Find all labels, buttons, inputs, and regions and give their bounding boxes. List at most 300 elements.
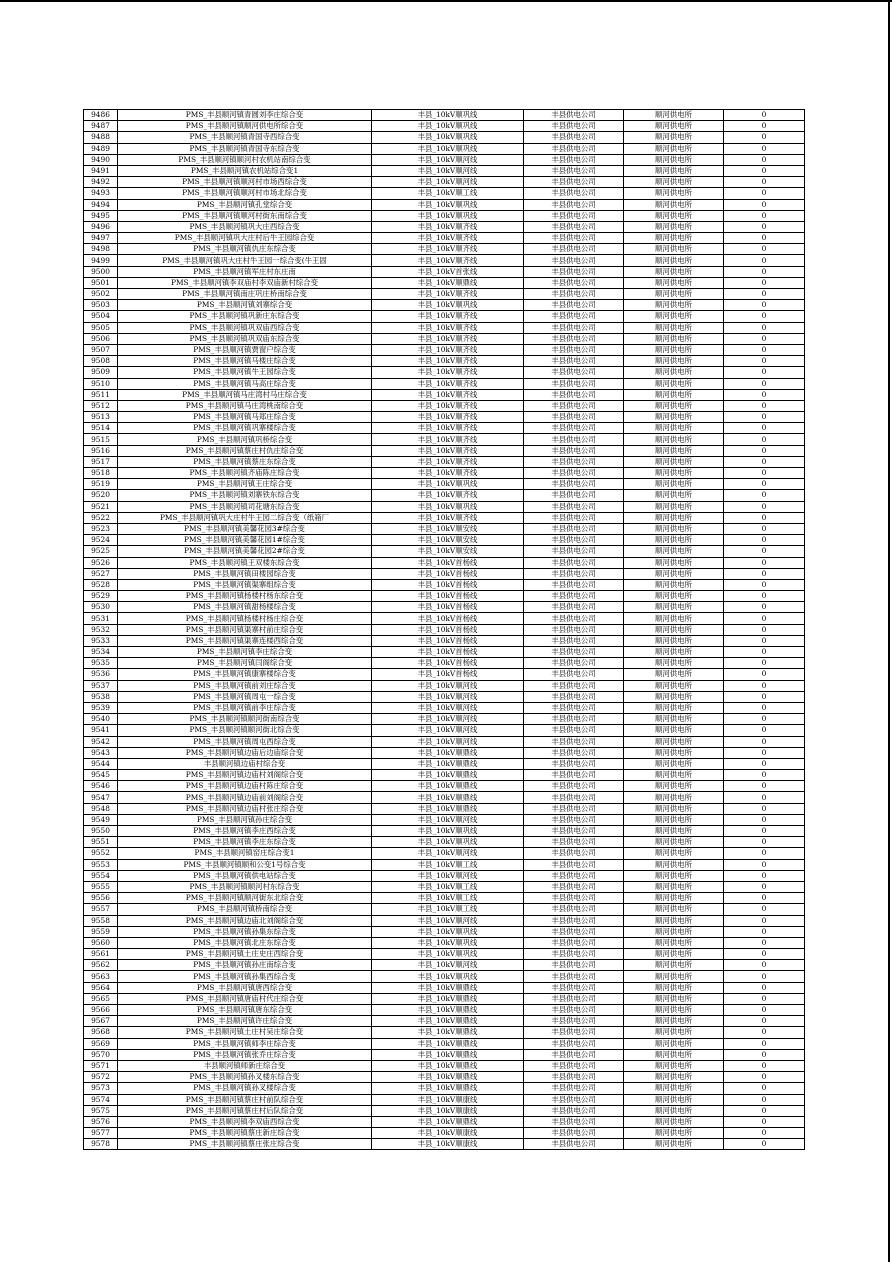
- transformer-name-cell: PMS_丰县顺河镇杨楼村杨东综合变: [118, 591, 372, 602]
- transformer-name-cell: PMS_丰县顺河镇孙叉楼综合变: [118, 1083, 372, 1094]
- station-cell: 顺河供电所: [624, 177, 724, 188]
- station-cell: 顺河供电所: [624, 210, 724, 221]
- station-cell: 顺河供电所: [624, 837, 724, 848]
- transformer-name-cell: PMS_丰县顺河镇顺河村市场北综合变: [118, 188, 372, 199]
- row-number-cell: 9565: [84, 993, 118, 1004]
- feeder-line-cell: 丰县_10kV顺工线: [372, 859, 524, 870]
- company-cell: 丰县供电公司: [524, 367, 624, 378]
- feeder-line-cell: 丰县_10kV顺齐线: [372, 244, 524, 255]
- transformer-name-cell: PMS_丰县顺河镇周屯一综合变: [118, 691, 372, 702]
- station-cell: 顺河供电所: [624, 512, 724, 523]
- value-cell: 0: [724, 311, 805, 322]
- transformer-name-cell: PMS_丰县顺河镇顺河街东北综合变: [118, 893, 372, 904]
- feeder-line-cell: 丰县_10kV首杨线: [372, 613, 524, 624]
- station-cell: 顺河供电所: [624, 1005, 724, 1016]
- row-number-cell: 9571: [84, 1060, 118, 1071]
- company-cell: 丰县供电公司: [524, 993, 624, 1004]
- row-number-cell: 9488: [84, 132, 118, 143]
- transformer-name-cell: PMS_丰县顺河镇蔡庄东综合变: [118, 456, 372, 467]
- company-cell: 丰县供电公司: [524, 568, 624, 579]
- feeder-line-cell: 丰县_10kV顺康线: [372, 1094, 524, 1105]
- transformer-name-cell: PMS_丰县顺河镇窑庄综合变1: [118, 848, 372, 859]
- feeder-line-cell: 丰县_10kV顺河线: [372, 960, 524, 971]
- company-cell: 丰县供电公司: [524, 121, 624, 132]
- value-cell: 0: [724, 859, 805, 870]
- feeder-line-cell: 丰县_10kV顺安线: [372, 546, 524, 557]
- company-cell: 丰县供电公司: [524, 602, 624, 613]
- table-row: [84, 1139, 805, 1150]
- station-cell: 顺河供电所: [624, 300, 724, 311]
- feeder-line-cell: 丰县_10kV顺齐线: [372, 378, 524, 389]
- company-cell: 丰县供电公司: [524, 468, 624, 479]
- transformer-name-cell: PMS_丰县顺河镇李庄综合变: [118, 647, 372, 658]
- table-row: [84, 110, 805, 121]
- value-cell: 0: [724, 613, 805, 624]
- feeder-line-cell: 丰县_10kV顺工线: [372, 893, 524, 904]
- row-number-cell: 9532: [84, 624, 118, 635]
- row-number-cell: 9578: [84, 1139, 118, 1150]
- row-number-cell: 9522: [84, 512, 118, 523]
- station-cell: 顺河供电所: [624, 725, 724, 736]
- value-cell: 0: [724, 210, 805, 221]
- company-cell: 丰县供电公司: [524, 1016, 624, 1027]
- feeder-line-cell: 丰县_10kV顺河线: [372, 725, 524, 736]
- feeder-line-cell: 丰县_10kV顺齐线: [372, 434, 524, 445]
- table-row: [84, 758, 805, 769]
- company-cell: 丰县供电公司: [524, 770, 624, 781]
- transformer-name-cell: PMS_丰县顺河镇南庄巩庄桥南综合变: [118, 289, 372, 300]
- transformer-name-cell: PMS_丰县顺河镇唐西综合变: [118, 982, 372, 993]
- transformer-name-cell: PMS_丰县顺河镇青国寺东综合变: [118, 143, 372, 154]
- value-cell: 0: [724, 837, 805, 848]
- station-cell: 顺河供电所: [624, 602, 724, 613]
- value-cell: 0: [724, 434, 805, 445]
- value-cell: 0: [724, 993, 805, 1004]
- transformer-name-cell: PMS_丰县顺河镇贾窗户综合变: [118, 344, 372, 355]
- feeder-line-cell: 丰县_10kV顺齐线: [372, 311, 524, 322]
- feeder-line-cell: 丰县_10kV顺鼎线: [372, 1027, 524, 1038]
- station-cell: 顺河供电所: [624, 344, 724, 355]
- company-cell: 丰县供电公司: [524, 926, 624, 937]
- row-number-cell: 9559: [84, 926, 118, 937]
- table-row: [84, 199, 805, 210]
- transformer-name-cell: PMS_丰县顺河镇军庄村东庄南: [118, 266, 372, 277]
- transformer-name-cell: PMS_丰县顺河镇边庙北刘阁综合变: [118, 915, 372, 926]
- table-row: [84, 177, 805, 188]
- row-number-cell: 9546: [84, 781, 118, 792]
- station-cell: 顺河供电所: [624, 389, 724, 400]
- feeder-line-cell: 丰县_10kV顺河线: [372, 714, 524, 725]
- feeder-line-cell: 丰县_10kV顺康线: [372, 1128, 524, 1139]
- station-cell: 顺河供电所: [624, 870, 724, 881]
- table-row: [84, 837, 805, 848]
- company-cell: 丰县供电公司: [524, 300, 624, 311]
- company-cell: 丰县供电公司: [524, 1094, 624, 1105]
- feeder-line-cell: 丰县_10kV顺齐线: [372, 255, 524, 266]
- station-cell: 顺河供电所: [624, 244, 724, 255]
- station-cell: 顺河供电所: [624, 255, 724, 266]
- company-cell: 丰县供电公司: [524, 613, 624, 624]
- transformer-name-cell: PMS_丰县顺河镇李庄东综合变: [118, 837, 372, 848]
- company-cell: 丰县供电公司: [524, 859, 624, 870]
- row-number-cell: 9554: [84, 870, 118, 881]
- table-row: [84, 1094, 805, 1105]
- feeder-line-cell: 丰县_10kV首杨线: [372, 658, 524, 669]
- company-cell: 丰县供电公司: [524, 691, 624, 702]
- transformer-name-cell: PMS_丰县顺河镇顺河供电所综合变: [118, 121, 372, 132]
- feeder-line-cell: 丰县_10kV顺鼎线: [372, 993, 524, 1004]
- row-number-cell: 9525: [84, 546, 118, 557]
- station-cell: 顺河供电所: [624, 501, 724, 512]
- company-cell: 丰县供电公司: [524, 445, 624, 456]
- transformer-name-cell: PMS_丰县顺河镇蔡庄新庄综合变: [118, 1128, 372, 1139]
- station-cell: 顺河供电所: [624, 110, 724, 121]
- row-number-cell: 9486: [84, 110, 118, 121]
- company-cell: 丰县供电公司: [524, 702, 624, 713]
- transformer-name-cell: PMS_丰县顺河镇渠寨组综合变: [118, 579, 372, 590]
- table-row: [84, 613, 805, 624]
- feeder-line-cell: 丰县_10kV顺巩线: [372, 199, 524, 210]
- company-cell: 丰县供电公司: [524, 277, 624, 288]
- table-row: [84, 389, 805, 400]
- station-cell: 顺河供电所: [624, 367, 724, 378]
- row-number-cell: 9523: [84, 523, 118, 534]
- row-number-cell: 9515: [84, 434, 118, 445]
- value-cell: 0: [724, 490, 805, 501]
- company-cell: 丰县供电公司: [524, 1083, 624, 1094]
- value-cell: 0: [724, 680, 805, 691]
- transformer-name-cell: PMS_丰县顺河镇青圆刘李庄综合变: [118, 110, 372, 121]
- station-cell: 顺河供电所: [624, 1027, 724, 1038]
- company-cell: 丰县供电公司: [524, 658, 624, 669]
- company-cell: 丰县供电公司: [524, 378, 624, 389]
- table-row: [84, 512, 805, 523]
- table-row: [84, 1105, 805, 1116]
- value-cell: 0: [724, 714, 805, 725]
- station-cell: 顺河供电所: [624, 881, 724, 892]
- company-cell: 丰县供电公司: [524, 512, 624, 523]
- feeder-line-cell: 丰县_10kV顺巩线: [372, 121, 524, 132]
- value-cell: 0: [724, 1128, 805, 1139]
- row-number-cell: 9573: [84, 1083, 118, 1094]
- transformer-name-cell: PMS_丰县顺河镇周屯西综合变: [118, 736, 372, 747]
- value-cell: 0: [724, 1060, 805, 1071]
- value-cell: 0: [724, 937, 805, 948]
- value-cell: 0: [724, 456, 805, 467]
- feeder-line-cell: 丰县_10kV顺齐线: [372, 221, 524, 232]
- row-number-cell: 9507: [84, 344, 118, 355]
- station-cell: 顺河供电所: [624, 322, 724, 333]
- company-cell: 丰县供电公司: [524, 1139, 624, 1150]
- company-cell: 丰县供电公司: [524, 244, 624, 255]
- station-cell: 顺河供电所: [624, 221, 724, 232]
- row-number-cell: 9543: [84, 747, 118, 758]
- company-cell: 丰县供电公司: [524, 177, 624, 188]
- value-cell: 0: [724, 154, 805, 165]
- feeder-line-cell: 丰县_10kV顺齐线: [372, 412, 524, 423]
- value-cell: 0: [724, 412, 805, 423]
- transformer-name-cell: PMS_丰县顺河镇巩大庄西综合变: [118, 221, 372, 232]
- feeder-line-cell: 丰县_10kV顺鼎线: [372, 1016, 524, 1027]
- station-cell: 顺河供电所: [624, 624, 724, 635]
- value-cell: 0: [724, 121, 805, 132]
- company-cell: 丰县供电公司: [524, 221, 624, 232]
- transformer-name-cell: PMS_丰县顺河镇蔡庄村前队综合变: [118, 1094, 372, 1105]
- feeder-line-cell: 丰县_10kV顺鼎线: [372, 792, 524, 803]
- row-number-cell: 9533: [84, 635, 118, 646]
- transformer-name-cell: PMS_丰县顺河镇边庙村陈庄综合变: [118, 781, 372, 792]
- station-cell: 顺河供电所: [624, 993, 724, 1004]
- value-cell: 0: [724, 949, 805, 960]
- transformer-name-cell: PMS_丰县顺河镇供电站综合变: [118, 870, 372, 881]
- value-cell: 0: [724, 792, 805, 803]
- table-row: [84, 456, 805, 467]
- station-cell: 顺河供电所: [624, 233, 724, 244]
- row-number-cell: 9569: [84, 1038, 118, 1049]
- table-row: [84, 546, 805, 557]
- table-row: [84, 289, 805, 300]
- company-cell: 丰县供电公司: [524, 680, 624, 691]
- value-cell: 0: [724, 266, 805, 277]
- company-cell: 丰县供电公司: [524, 356, 624, 367]
- row-number-cell: 9535: [84, 658, 118, 669]
- transformer-name-cell: PMS_丰县顺河镇顺河街南综合变: [118, 714, 372, 725]
- value-cell: 0: [724, 747, 805, 758]
- row-number-cell: 9501: [84, 277, 118, 288]
- feeder-line-cell: 丰县_10kV顺鼎线: [372, 758, 524, 769]
- transformer-name-cell: PMS_丰县顺河镇司花塘东综合变: [118, 501, 372, 512]
- row-number-cell: 9529: [84, 591, 118, 602]
- transformer-name-cell: 丰县顺河镇师新庄综合变: [118, 1060, 372, 1071]
- company-cell: 丰县供电公司: [524, 501, 624, 512]
- value-cell: 0: [724, 523, 805, 534]
- company-cell: 丰县供电公司: [524, 1060, 624, 1071]
- table-row: [84, 233, 805, 244]
- feeder-line-cell: 丰县_10kV顺齐线: [372, 400, 524, 411]
- company-cell: 丰县供电公司: [524, 747, 624, 758]
- transformer-name-cell: PMS_丰县顺河镇边庙村张庄综合变: [118, 803, 372, 814]
- feeder-line-cell: 丰县_10kV顺鼎线: [372, 770, 524, 781]
- station-cell: 顺河供电所: [624, 311, 724, 322]
- station-cell: 顺河供电所: [624, 1049, 724, 1060]
- transformer-name-cell: PMS_丰县顺河镇孙集西综合变: [118, 971, 372, 982]
- feeder-line-cell: 丰县_10kV顺齐线: [372, 490, 524, 501]
- feeder-line-cell: 丰县_10kV顺齐线: [372, 423, 524, 434]
- transformer-name-cell: PMS_丰县顺河镇巩大庄村牛王园一综合变(牛王固: [118, 255, 372, 266]
- row-number-cell: 9537: [84, 680, 118, 691]
- company-cell: 丰县供电公司: [524, 1049, 624, 1060]
- station-cell: 顺河供电所: [624, 658, 724, 669]
- value-cell: 0: [724, 647, 805, 658]
- transformer-name-cell: PMS_丰县顺河镇农机站综合变1: [118, 165, 372, 176]
- table-row: [84, 870, 805, 881]
- company-cell: 丰县供电公司: [524, 635, 624, 646]
- top-border-line: [0, 0, 892, 2]
- transformer-name-cell: PMS_丰县顺河镇土庄村吴庄综合变: [118, 1027, 372, 1038]
- value-cell: 0: [724, 736, 805, 747]
- table-row: [84, 658, 805, 669]
- table-row: [84, 904, 805, 915]
- feeder-line-cell: 丰县_10kV顺康线: [372, 1105, 524, 1116]
- transformer-name-cell: PMS_丰县顺河镇顺河村农机站南综合变: [118, 154, 372, 165]
- value-cell: 0: [724, 423, 805, 434]
- row-number-cell: 9527: [84, 568, 118, 579]
- value-cell: 0: [724, 356, 805, 367]
- row-number-cell: 9518: [84, 468, 118, 479]
- value-cell: 0: [724, 177, 805, 188]
- transformer-name-cell: PMS_丰县顺河镇康寨楼综合变: [118, 669, 372, 680]
- value-cell: 0: [724, 691, 805, 702]
- feeder-line-cell: 丰县_10kV顺巩线: [372, 826, 524, 837]
- value-cell: 0: [724, 400, 805, 411]
- value-cell: 0: [724, 725, 805, 736]
- row-number-cell: 9567: [84, 1016, 118, 1027]
- value-cell: 0: [724, 188, 805, 199]
- table-row: [84, 501, 805, 512]
- feeder-line-cell: 丰县_10kV顺安线: [372, 535, 524, 546]
- table-row: [84, 266, 805, 277]
- station-cell: 顺河供电所: [624, 702, 724, 713]
- row-number-cell: 9563: [84, 971, 118, 982]
- transformer-name-cell: PMS_丰县顺河镇孔堂综合变: [118, 199, 372, 210]
- company-cell: 丰县供电公司: [524, 490, 624, 501]
- station-cell: 顺河供电所: [624, 937, 724, 948]
- value-cell: 0: [724, 333, 805, 344]
- station-cell: 顺河供电所: [624, 647, 724, 658]
- value-cell: 0: [724, 1005, 805, 1016]
- station-cell: 顺河供电所: [624, 199, 724, 210]
- feeder-line-cell: 丰县_10kV顺齐线: [372, 445, 524, 456]
- table-row: [84, 165, 805, 176]
- transformer-name-cell: PMS_丰县顺河镇马庄湾桃南综合变: [118, 400, 372, 411]
- company-cell: 丰县供电公司: [524, 255, 624, 266]
- value-cell: 0: [724, 244, 805, 255]
- company-cell: 丰县供电公司: [524, 1105, 624, 1116]
- station-cell: 顺河供电所: [624, 132, 724, 143]
- row-number-cell: 9539: [84, 702, 118, 713]
- transformer-name-cell: PMS_丰县顺河镇蔡庄村后队综合变: [118, 1105, 372, 1116]
- row-number-cell: 9572: [84, 1072, 118, 1083]
- row-number-cell: 9521: [84, 501, 118, 512]
- table-row: [84, 926, 805, 937]
- feeder-line-cell: 丰县_10kV顺鼎线: [372, 1005, 524, 1016]
- table-row: [84, 624, 805, 635]
- row-number-cell: 9499: [84, 255, 118, 266]
- feeder-line-cell: 丰县_10kV首杨线: [372, 635, 524, 646]
- value-cell: 0: [724, 591, 805, 602]
- feeder-line-cell: 丰县_10kV顺河线: [372, 680, 524, 691]
- table-row: [84, 535, 805, 546]
- row-number-cell: 9519: [84, 479, 118, 490]
- value-cell: 0: [724, 199, 805, 210]
- station-cell: 顺河供电所: [624, 333, 724, 344]
- table-row: [84, 367, 805, 378]
- station-cell: 顺河供电所: [624, 591, 724, 602]
- transformer-name-cell: PMS_丰县顺河镇杨楼村杨庄综合变: [118, 613, 372, 624]
- station-cell: 顺河供电所: [624, 1116, 724, 1127]
- feeder-line-cell: 丰县_10kV首杨线: [372, 568, 524, 579]
- company-cell: 丰县供电公司: [524, 1072, 624, 1083]
- transformer-name-cell: PMS_丰县顺河镇马庄湾村马庄综合变: [118, 389, 372, 400]
- company-cell: 丰县供电公司: [524, 725, 624, 736]
- table-row: [84, 121, 805, 132]
- table-row: [84, 826, 805, 837]
- row-number-cell: 9504: [84, 311, 118, 322]
- feeder-line-cell: 丰县_10kV顺齐线: [372, 333, 524, 344]
- value-cell: 0: [724, 110, 805, 121]
- station-cell: 顺河供电所: [624, 803, 724, 814]
- station-cell: 顺河供电所: [624, 680, 724, 691]
- table-row: [84, 915, 805, 926]
- station-cell: 顺河供电所: [624, 143, 724, 154]
- company-cell: 丰县供电公司: [524, 233, 624, 244]
- value-cell: 0: [724, 378, 805, 389]
- transformer-name-cell: PMS_丰县顺河镇孙庄综合变: [118, 814, 372, 825]
- table-row: [84, 1049, 805, 1060]
- row-number-cell: 9545: [84, 770, 118, 781]
- station-cell: 顺河供电所: [624, 490, 724, 501]
- company-cell: 丰县供电公司: [524, 132, 624, 143]
- station-cell: 顺河供电所: [624, 1094, 724, 1105]
- company-cell: 丰县供电公司: [524, 546, 624, 557]
- transformer-name-cell: PMS_丰县顺河镇许庄综合变: [118, 1016, 372, 1027]
- feeder-line-cell: 丰县_10kV顺巩线: [372, 210, 524, 221]
- value-cell: 0: [724, 814, 805, 825]
- feeder-line-cell: 丰县_10kV首杨线: [372, 579, 524, 590]
- feeder-line-cell: 丰县_10kV首杨线: [372, 624, 524, 635]
- value-cell: 0: [724, 971, 805, 982]
- row-number-cell: 9498: [84, 244, 118, 255]
- feeder-line-cell: 丰县_10kV顺巩线: [372, 300, 524, 311]
- row-number-cell: 9570: [84, 1049, 118, 1060]
- station-cell: 顺河供电所: [624, 814, 724, 825]
- row-number-cell: 9548: [84, 803, 118, 814]
- table-row: [84, 300, 805, 311]
- station-cell: 顺河供电所: [624, 1060, 724, 1071]
- value-cell: 0: [724, 624, 805, 635]
- feeder-line-cell: 丰县_10kV顺齐线: [372, 344, 524, 355]
- transformer-name-cell: PMS_丰县顺河镇蔡庄村仇庄综合变: [118, 445, 372, 456]
- value-cell: 0: [724, 669, 805, 680]
- table-row: [84, 1128, 805, 1139]
- transformer-name-cell: PMS_丰县顺河镇仇庄东综合变: [118, 244, 372, 255]
- value-cell: 0: [724, 132, 805, 143]
- row-number-cell: 9520: [84, 490, 118, 501]
- station-cell: 顺河供电所: [624, 893, 724, 904]
- transformer-name-cell: 丰县顺河镇边庙村综合变: [118, 758, 372, 769]
- feeder-line-cell: 丰县_10kV顺巩线: [372, 949, 524, 960]
- feeder-line-cell: 丰县_10kV顺河线: [372, 736, 524, 747]
- company-cell: 丰县供电公司: [524, 579, 624, 590]
- table-row: [84, 378, 805, 389]
- company-cell: 丰县供电公司: [524, 479, 624, 490]
- transformer-name-cell: PMS_丰县顺河镇北庄东综合变: [118, 937, 372, 948]
- table-row: [84, 188, 805, 199]
- transformer-name-cell: PMS_丰县顺河镇马楼庄综合变: [118, 356, 372, 367]
- station-cell: 顺河供电所: [624, 546, 724, 557]
- station-cell: 顺河供电所: [624, 523, 724, 534]
- transformer-name-cell: PMS_丰县顺河镇美馨花园1#综合变: [118, 535, 372, 546]
- feeder-line-cell: 丰县_10kV顺河线: [372, 915, 524, 926]
- station-cell: 顺河供电所: [624, 904, 724, 915]
- table-row: [84, 848, 805, 859]
- company-cell: 丰县供电公司: [524, 143, 624, 154]
- row-number-cell: 9494: [84, 199, 118, 210]
- station-cell: 顺河供电所: [624, 266, 724, 277]
- station-cell: 顺河供电所: [624, 859, 724, 870]
- feeder-line-cell: 丰县_10kV顺巩线: [372, 143, 524, 154]
- station-cell: 顺河供电所: [624, 691, 724, 702]
